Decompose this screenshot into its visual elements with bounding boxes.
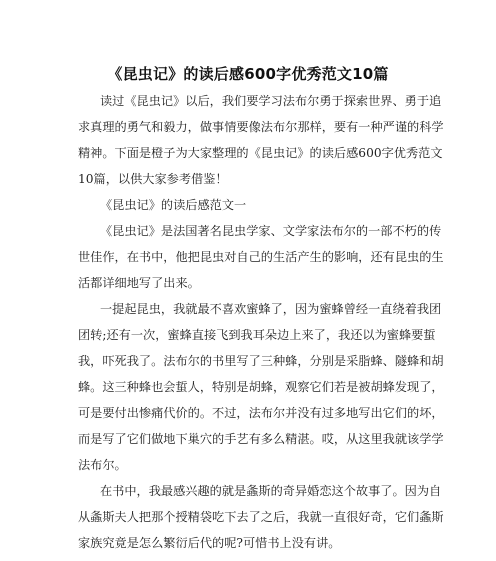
paragraph-line: 可是要付出惨痛代价的。不过，法布尔并没有过多地写出它们的坏， [78,406,444,420]
paragraph-line: 活都详细地写了出来。 [78,276,200,290]
paragraph-line: 《昆虫记》是法国著名昆虫学家、文学家法布尔的一部不朽的传 [100,224,442,238]
paragraph-line: 从螽斯夫人把那个授精袋吃下去了之后，我就一直很好奇，它们螽斯 [78,510,444,524]
paragraph-line: 精神。下面是橙子为大家整理的《昆虫记》的读后感600字优秀范文 [78,146,443,160]
paragraph-line: 团转;还有一次，蜜蜂直接飞到我耳朵边上来了，我还以为蜜蜂要蜇 [78,328,436,342]
document-title: 《昆虫记》的读后感600字优秀范文10篇 [107,65,389,83]
section-heading: 《昆虫记》的读后感范文一 [100,198,247,212]
paragraph-line: 10篇，以供大家参考借鉴！ [78,172,228,186]
paragraph-line: 家族究竟是怎么繁衍后代的呢?可惜书上没有讲。 [78,536,341,550]
paragraph-line: 求真理的勇气和毅力，做事情要像法布尔那样，要有一种严谨的科学 [78,120,444,134]
paragraph-line: 一提起昆虫，我就最不喜欢蜜蜂了，因为蜜蜂曾经一直绕着我团 [100,302,442,316]
paragraph-line: 读过《昆虫记》以后，我们要学习法布尔勇于探索世界、勇于追 [100,94,442,108]
paragraph-line: 而是写了它们做地下巢穴的手艺有多么精湛。哎，从这里我就该学学 [78,432,444,446]
paragraph-line: 世佳作，在书中，他把昆虫对自己的生活产生的影响，还有昆虫的生 [78,250,444,264]
paragraph-line: 法布尔。 [78,458,127,472]
paragraph-line: 蜂。这三种蜂也会蜇人，特别是胡蜂，观察它们若是被胡蜂发现了， [78,380,444,394]
paragraph-line: 我，吓死我了。法布尔的书里写了三种蜂，分别是采脂蜂、隧蜂和胡 [78,354,444,368]
paragraph-line: 在书中，我最感兴趣的就是螽斯的奇异婚恋这个故事了。因为自 [100,484,442,498]
